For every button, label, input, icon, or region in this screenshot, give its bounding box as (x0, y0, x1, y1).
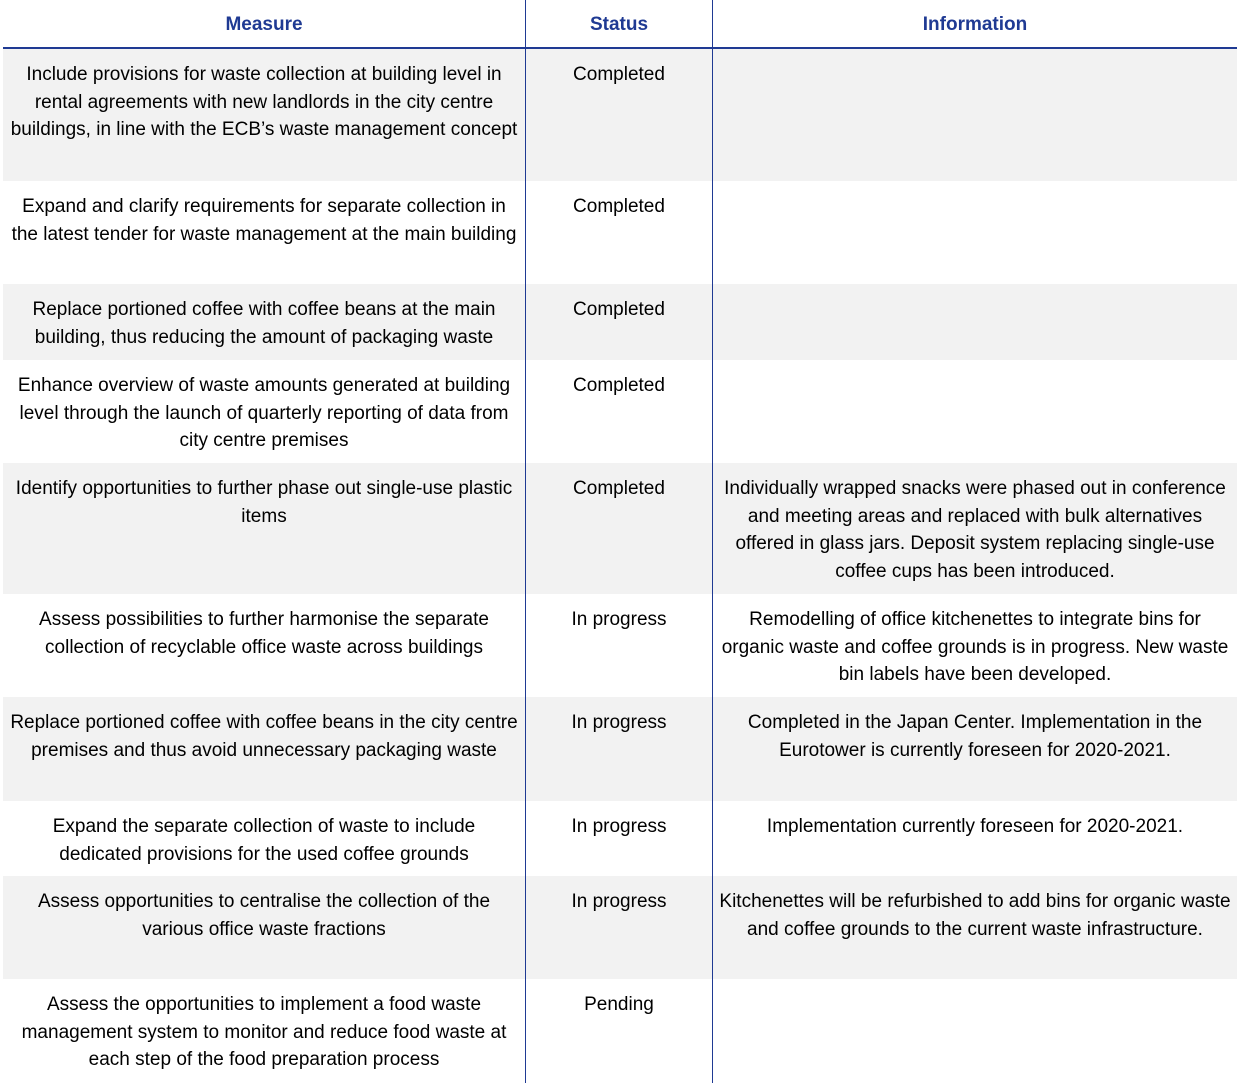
information-cell (713, 181, 1237, 284)
status-cell: In progress (526, 876, 713, 979)
status-cell: Completed (526, 463, 713, 594)
measure-cell: Replace portioned coffee with coffee beans in the city centre premises and thus avoid unnecessary packaging waste (3, 697, 526, 801)
information-cell (713, 284, 1237, 360)
status-cell: In progress (526, 697, 713, 801)
table-row (3, 360, 1237, 463)
column-header-measure: Measure (3, 0, 526, 47)
table-row (3, 801, 1237, 876)
measure-cell: Replace portioned coffee with coffee beans at the main building, thus reducing the amount of packaging waste (3, 284, 526, 360)
table-header (3, 0, 1237, 49)
measure-cell: Assess possibilities to further harmonise the separate collection of recyclable office waste across buildings (3, 594, 526, 697)
information-cell: Completed in the Japan Center. Implementation in the Eurotower is currently foreseen for 2020-2021. (747, 712, 1203, 761)
information-cell (713, 49, 1237, 181)
table-row (3, 463, 1237, 594)
information-cell (713, 360, 1237, 463)
status-cell: Completed (526, 181, 713, 284)
status-cell: Pending (526, 979, 713, 1083)
measure-cell: Include provisions for waste collection at building level in rental agreements with new landlords in the city centre buildings, in line with the ECB’s waste management concept (3, 49, 526, 181)
measure-cell: Identify opportunities to further phase out single-use plastic items (3, 463, 526, 594)
status-cell: In progress (526, 594, 713, 697)
table-row (3, 697, 1237, 801)
column-header-status: Status (526, 0, 713, 47)
status-cell: In progress (526, 801, 713, 876)
information-cell: Implementation currently foreseen for 2020-2021. (766, 816, 1184, 837)
information-cell (713, 979, 1237, 1083)
status-cell: Completed (526, 360, 713, 463)
measure-cell: Assess opportunities to centralise the collection of the various office waste fractions (3, 876, 526, 979)
table-row (3, 979, 1237, 1083)
measure-cell: Enhance overview of waste amounts generated at building level through the launch of quarterly reporting of data from city centre premises (3, 360, 526, 463)
table-row (3, 876, 1237, 979)
table-row (3, 181, 1237, 284)
information-cell: Individually wrapped snacks were phased out in conference and meeting areas and replaced with bulk alternatives offered in glass jars. Deposit system replacing single-use coffee cups has been introduced. (724, 478, 1226, 582)
status-cell: Completed (526, 284, 713, 360)
information-cell: Kitchenettes will be refurbished to add bins for organic waste and coffee grounds to the current waste infrastructure. (719, 891, 1231, 940)
information-cell: Remodelling of office kitchenettes to integrate bins for organic waste and coffee grounds is in progress. New waste bin labels have been developed. (721, 609, 1229, 686)
measure-cell: Expand the separate collection of waste to include dedicated provisions for the used coffee grounds (3, 801, 526, 876)
status-cell: Completed (526, 49, 713, 181)
measures-table (3, 0, 1237, 1083)
measure-cell: Expand and clarify requirements for separate collection in the latest tender for waste management at the main building (3, 181, 526, 284)
table-row (3, 594, 1237, 697)
column-header-information: Information (922, 14, 1028, 35)
table-row (3, 284, 1237, 360)
table-row (3, 49, 1237, 181)
measure-cell: Assess the opportunities to implement a food waste management system to monitor and reduce food waste at each step of the food preparation process (3, 979, 526, 1083)
